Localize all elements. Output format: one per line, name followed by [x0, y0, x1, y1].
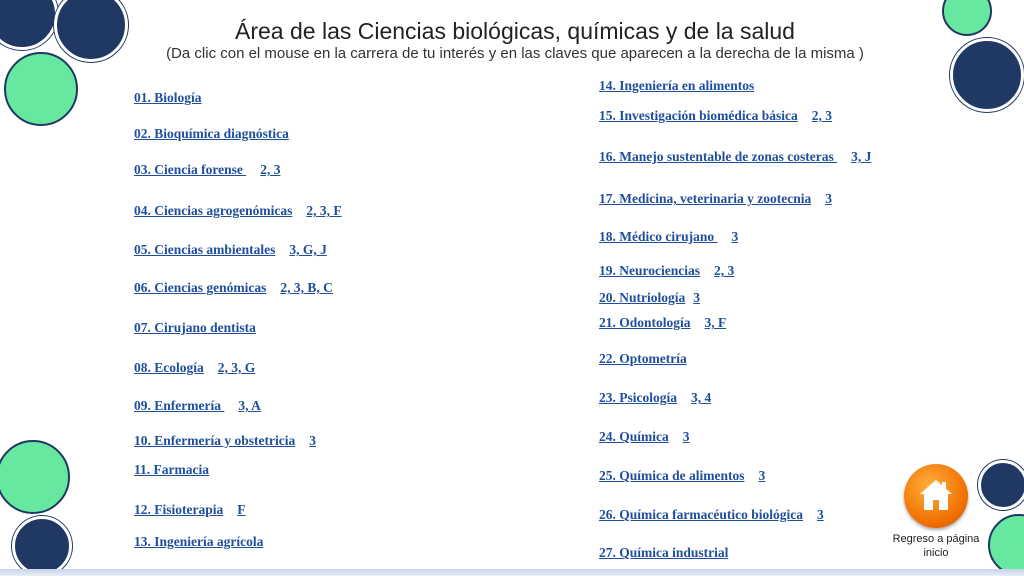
career-link[interactable]: 09. Enfermería: [134, 398, 225, 413]
career-codes-link[interactable]: 2, 3, G: [217, 360, 256, 375]
career-03: [134, 162, 280, 178]
career-link[interactable]: 27. Química industrial: [599, 545, 729, 560]
bottom-divider: [0, 569, 1024, 576]
career-07: [134, 320, 256, 336]
home-icon: [918, 477, 954, 513]
career-link[interactable]: 18. Médico cirujano: [599, 229, 718, 244]
decor-circle-navy-bottomleft: [12, 516, 72, 576]
decor-circle-navy-top: [54, 0, 128, 62]
career-link[interactable]: 25. Química de alimentos: [599, 468, 745, 483]
career-link[interactable]: 14. Ingeniería en alimentos: [599, 78, 755, 93]
career-link[interactable]: 26. Química farmacéutico biológica: [599, 507, 803, 522]
career-codes-link[interactable]: F: [237, 502, 246, 517]
career-link[interactable]: 23. Psicología: [599, 390, 677, 405]
decor-circle-mint-bottomright: [988, 514, 1024, 576]
career-18: [599, 229, 738, 245]
career-link[interactable]: 12. Fisioterapia: [134, 502, 224, 517]
career-09: [134, 398, 261, 414]
career-link[interactable]: 04. Ciencias agrogenómicas: [134, 203, 293, 218]
career-codes-link[interactable]: 3, F: [704, 315, 727, 330]
page-subtitle: (Da clic con el mouse en la carrera de tu interés y en las claves que aparecen a la derecha de la misma ): [166, 45, 864, 62]
career-codes-link[interactable]: 3, 4: [691, 390, 712, 405]
career-link[interactable]: 07. Cirujano dentista: [134, 320, 256, 335]
career-14: [599, 78, 754, 94]
career-04: [134, 203, 342, 219]
home-caption-line1: Regreso a página: [892, 533, 980, 545]
career-link[interactable]: 13. Ingeniería agrícola: [134, 534, 264, 549]
career-05: [134, 242, 327, 258]
career-link[interactable]: 05. Ciencias ambientales: [134, 242, 276, 257]
career-10: [134, 433, 316, 449]
decor-circle-navy-topleft: [0, 0, 58, 50]
career-01: [134, 90, 202, 106]
career-codes-link[interactable]: 2, 3, B, C: [280, 280, 333, 295]
career-25: [599, 468, 765, 484]
career-codes-link[interactable]: 3: [693, 290, 700, 305]
decor-circle-navy-right: [950, 38, 1024, 112]
career-26: [599, 507, 824, 523]
career-12: [134, 502, 246, 518]
career-link[interactable]: 03. Ciencia forense: [134, 162, 247, 177]
career-02: [134, 126, 289, 142]
career-codes-link[interactable]: 2, 3, F: [306, 203, 342, 218]
career-link[interactable]: 21. Odontología: [599, 315, 691, 330]
career-22: [599, 351, 687, 367]
career-link[interactable]: 15. Investigación biomédica básica: [599, 108, 798, 123]
career-link[interactable]: 11. Farmacia: [134, 462, 209, 477]
career-24: [599, 429, 690, 445]
career-link[interactable]: 02. Bioquímica diagnóstica: [134, 126, 289, 141]
decor-circle-mint-topright: [942, 0, 992, 36]
career-codes-link[interactable]: 3: [825, 191, 832, 206]
home-caption: [884, 532, 988, 560]
career-27: [599, 545, 728, 561]
career-codes-link[interactable]: 3, J: [851, 149, 872, 164]
decor-circle-navy-bottomright: [978, 460, 1024, 510]
career-link[interactable]: 19. Neurociencias: [599, 263, 700, 278]
career-codes-link[interactable]: 3: [682, 429, 690, 444]
career-link[interactable]: 20. Nutriología: [599, 290, 686, 305]
career-codes-link[interactable]: 3: [309, 433, 316, 448]
career-codes-link[interactable]: 3, G, J: [289, 242, 327, 257]
career-codes-link[interactable]: 3: [758, 468, 766, 483]
career-codes-link[interactable]: 3: [816, 507, 824, 522]
career-08: [134, 360, 255, 376]
career-17: [599, 191, 832, 207]
career-19: [599, 263, 734, 279]
career-16: [599, 149, 871, 165]
career-20: [599, 290, 700, 306]
career-link[interactable]: 01. Biología: [134, 90, 202, 105]
decor-circle-mint-left: [4, 52, 78, 126]
home-button[interactable]: [904, 464, 968, 528]
career-codes-link[interactable]: 2, 3: [260, 162, 281, 177]
career-codes-link[interactable]: 2, 3: [811, 108, 833, 123]
career-06: [134, 280, 333, 296]
career-link[interactable]: 06. Ciencias genómicas: [134, 280, 267, 295]
career-23: [599, 390, 711, 406]
career-link[interactable]: 17. Medicina, veterinaria y zootecnia: [599, 191, 812, 206]
career-13: [134, 534, 263, 550]
career-link[interactable]: 08. Ecología: [134, 360, 204, 375]
career-codes-link[interactable]: 3, A: [238, 398, 261, 413]
career-link[interactable]: 10. Enfermería y obstetricia: [134, 433, 296, 448]
career-link[interactable]: 24. Química: [599, 429, 669, 444]
career-codes-link[interactable]: 2, 3: [714, 263, 735, 278]
career-link[interactable]: 16. Manejo sustentable de zonas costeras: [599, 149, 838, 164]
career-21: [599, 315, 726, 331]
home-caption-line2: inicio: [923, 547, 949, 559]
decor-circle-mint-bottomleft: [0, 440, 70, 514]
page-title: Área de las Ciencias biológicas, químicas y de la salud: [235, 18, 795, 44]
career-11: [134, 462, 209, 478]
career-15: [599, 108, 832, 124]
career-link[interactable]: 22. Optometría: [599, 351, 687, 366]
career-codes-link[interactable]: 3: [731, 229, 739, 244]
